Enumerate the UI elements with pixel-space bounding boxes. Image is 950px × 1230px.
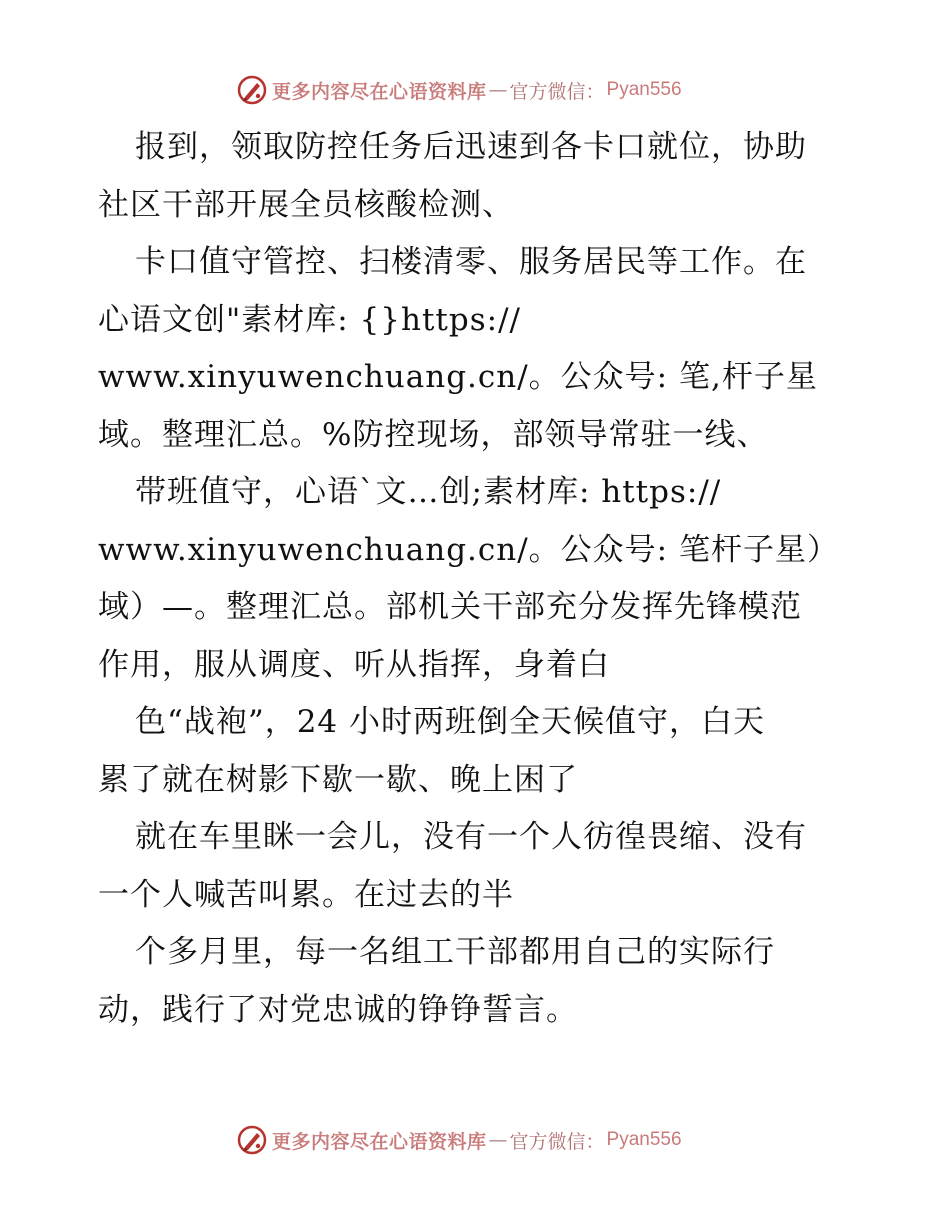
text-line: 心语文创"素材库: {}https:// [98, 301, 521, 338]
header-banner [236, 72, 682, 108]
footer-banner-separator: — [488, 1129, 508, 1151]
text-line: 作用，服从调度、听从指挥，身着白 [98, 646, 610, 683]
text-line: 域。整理汇总。%防控现场，部领导常驻一线、 [98, 416, 769, 453]
pen-logo-icon [236, 1124, 268, 1156]
text-line: 动，践行了对党忠诚的铮铮誓言。 [98, 991, 578, 1028]
header-wechat-label: 官方微信： [509, 80, 605, 103]
header-banner-text: 更多内容尽在心语资料库 [272, 80, 487, 103]
footer-wechat-label: 官方微信： [509, 1130, 605, 1153]
footer-wechat-id: Pyan556 [606, 1129, 682, 1150]
text-line: 个多月里，每一名组工干部都用自己的实际行 [135, 934, 775, 970]
body-text [98, 119, 858, 1039]
pen-logo-icon [236, 74, 268, 106]
text-line: 就在车里眯一会儿，没有一个人彷徨畏缩、没有 [135, 819, 807, 855]
header-wechat-id: Pyan556 [606, 79, 682, 100]
text-line: 一个人喊苦叫累。在过去的半 [98, 876, 514, 913]
text-line: 社区干部开展全员核酸检测、 [98, 186, 514, 223]
footer-banner-text: 更多内容尽在心语资料库 [272, 1130, 487, 1153]
header-banner-separator: — [488, 79, 508, 101]
text-line: www.xinyuwenchuang.cn/。公众号: 笔,杆子星 [98, 359, 818, 395]
text-line: 卡口值守管控、扫楼清零、服务居民等工作。在 [135, 244, 807, 280]
footer-banner [236, 1122, 682, 1158]
text-line: 报到，领取防控任务后迅速到各卡口就位，协助 [135, 129, 807, 165]
text-line: 域）—。整理汇总。部机关干部充分发挥先锋模范 [98, 589, 802, 625]
text-line: 累了就在树影下歇一歇、晚上困了 [98, 761, 578, 798]
text-line: 色“战袍”，24 小时两班倒全天候值守，白天 [135, 704, 765, 740]
text-line: 带班值守，心语`文…创;素材库: https:// [135, 474, 722, 510]
text-line: www.xinyuwenchuang.cn/。公众号: 笔杆子星） [98, 531, 839, 568]
